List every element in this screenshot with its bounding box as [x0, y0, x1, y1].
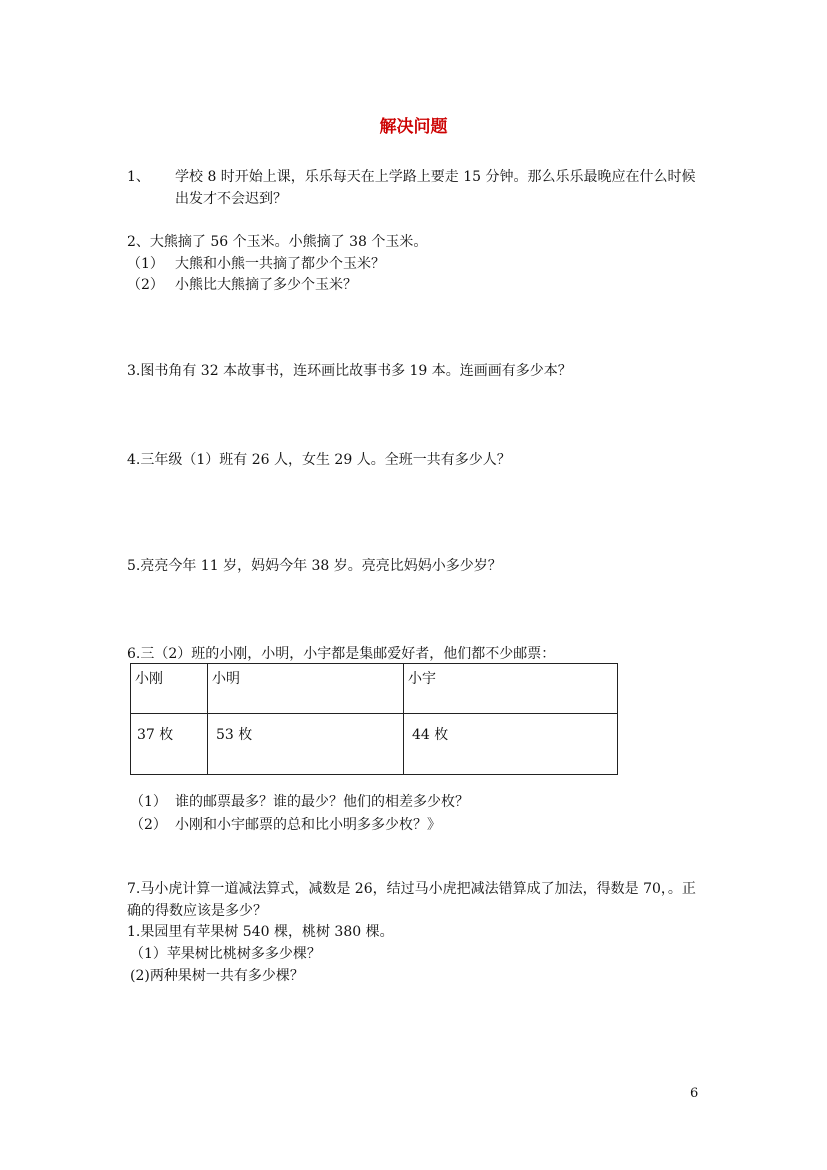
q7-line2: 确的得数应该是多少？	[127, 903, 267, 919]
table-cell: 37 枚	[131, 714, 208, 775]
extra-sub2: (2)两种果树一共有多少棵？	[130, 968, 304, 984]
q2-sub2: 小熊比大熊摘了多少个玉米？	[175, 277, 357, 293]
stamp-table	[130, 663, 618, 775]
extra-stem: 1.果园里有苹果树 540 棵，桃树 380 棵。	[127, 924, 394, 940]
q1-number: 1、	[127, 169, 150, 185]
q2-sub1-number: （1）	[127, 256, 164, 272]
q2-stem: 2、大熊摘了 56 个玉米。小熊摘了 38 个玉米。	[127, 234, 428, 250]
table-cell: 53 枚	[208, 714, 404, 775]
q6-sub1: 谁的邮票最多？谁的最少？他们的相差多少枚？	[175, 794, 469, 810]
table-header-cell: 小宇	[404, 664, 618, 714]
q2-sub2-number: （2）	[127, 277, 164, 293]
q1-line1: 学校 8 时开始上课，乐乐每天在上学路上要走 15 分钟。那么乐乐最晚应在什么时候	[175, 169, 696, 185]
q6-sub1-number: （1）	[130, 794, 167, 810]
q1-line2: 出发才不会迟到？	[175, 191, 287, 207]
q5-text: 5.亮亮今年 11 岁，妈妈今年 38 岁。亮亮比妈妈小多少岁？	[127, 558, 502, 574]
table-cell: 44 枚	[404, 714, 618, 775]
page-number: 6	[690, 1086, 699, 1101]
table-header-cell: 小刚	[131, 664, 208, 714]
q7-line1: 7.马小虎计算一道减法算式，减数是 26，结过马小虎把减法错算成了加法，得数是 70，。正	[127, 881, 696, 897]
table-header-cell: 小明	[208, 664, 404, 714]
extra-sub1: （1）苹果树比桃树多多少棵？	[130, 946, 321, 962]
q2-sub1: 大熊和小熊一共摘了都少个玉米？	[175, 256, 385, 272]
q4-text: 4.三年级（1）班有 26 人，女生 29 人。全班一共有多少人？	[127, 452, 511, 468]
q6-sub2-number: （2）	[130, 817, 167, 833]
q6-stem: 6.三（2）班的小刚，小明，小宇都是集邮爱好者，他们都不少邮票：	[127, 646, 556, 662]
q6-sub2: 小刚和小宇邮票的总和比小明多多少枚？》	[175, 817, 441, 833]
page-title: 解决问题	[379, 117, 448, 137]
q3-text: 3.图书角有 32 本故事书，连环画比故事书多 19 本。连画画有多少本？	[127, 363, 572, 379]
